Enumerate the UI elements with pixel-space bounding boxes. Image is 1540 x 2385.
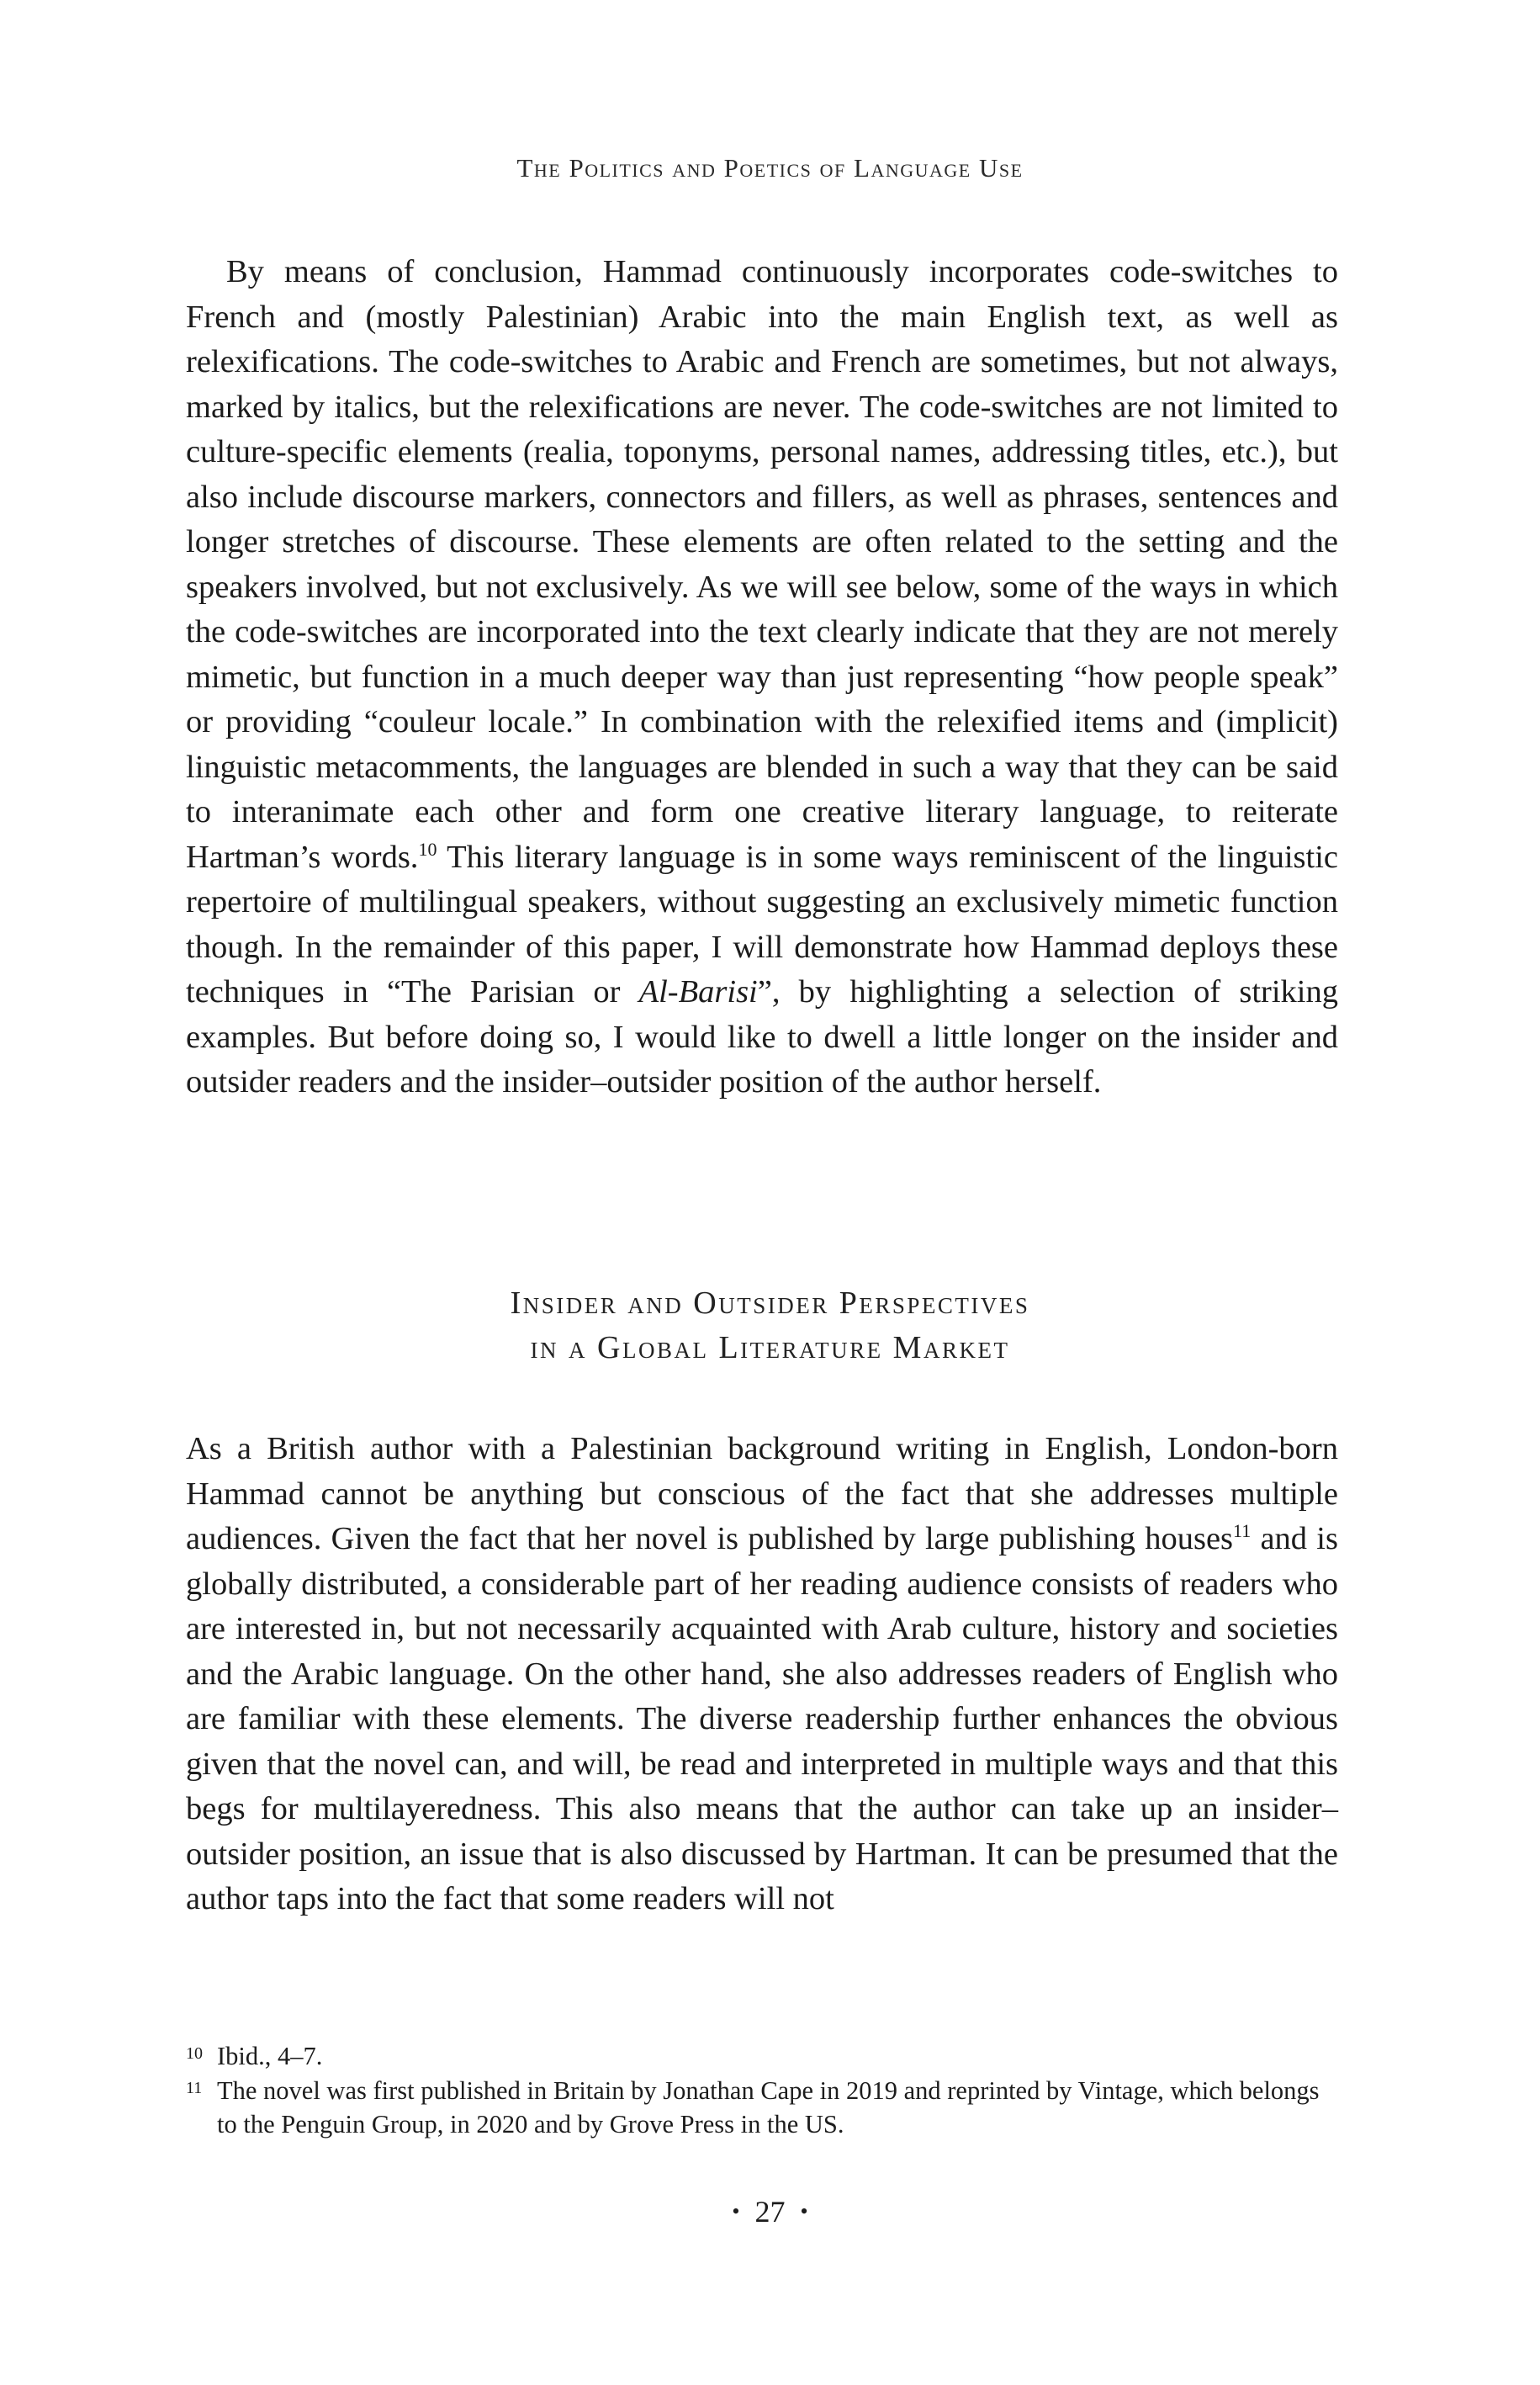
paragraph-text: This literary language is in some ways reminiscent of the linguistic repertoire of multilingual speakers, without suggesting an exclusively mimetic function though. In the remainder of this paper, I will demonstrate how Hammad deploys these techniques in “The Parisian or <box>186 839 1338 1010</box>
paragraph-text: As a British author with a Palestinian background writing in English, London-born Hammad cannot be anything but conscious of the fact that she addresses multiple audiences. Given the fact that her novel is published by large publishing houses <box>186 1431 1338 1556</box>
paragraph-text: and is globally distributed, a considerable part of her reading audience consists of readers who are interested in, but not necessarily acquainted with Arab culture, history and societies and the Arabic language. On the other hand, she also addresses readers of English who are familiar with these elements. The diverse readership further enhances the obvious given that the novel can, and will, be read and interpreted in multiple ways and that this begs for multilayeredness. This also means that the author can take up an insider–outsider position, an issue that is also discussed by Hartman. It can be presumed that the author taps into the fact that some readers will not <box>186 1521 1338 1916</box>
footnote-number: 10 <box>186 2044 203 2063</box>
running-head: The Politics and Poetics of Language Use <box>516 153 1024 183</box>
section-heading-line-1: Insider and Outsider Perspectives <box>510 1285 1030 1321</box>
page-number <box>0 2194 1540 2229</box>
footnote-10 <box>186 2039 1338 2073</box>
italic-title: Al-Barisi <box>638 974 758 1010</box>
section-heading-line-2: in a Global Literature Market <box>530 1330 1010 1365</box>
bullet-right: • <box>800 2199 808 2223</box>
footnote-11 <box>186 2074 1338 2141</box>
page-number-value: 27 <box>754 2195 786 2229</box>
paragraph-text: By means of conclusion, Hammad continuously incorporates code-switches to French and (mostly Palestinian) Arabic into the main English text, as well as relexifications. The code-switches to Arabic and French are sometimes, but not always, marked by italics, but the relexifications are never. The code-switches are not limited to culture-specific elements (realia, toponyms, personal names, addressing titles, etc.), but also include discourse markers, connectors and fillers, as well as phrases, sentences and longer stretches of discourse. These elements are often related to the setting and the speakers involved, but not exclusively. As we will see below, some of the ways in which the code-switches are incorporated into the text clearly indicate that they are not merely mimetic, but function in a much deeper way than just representing “how people speak” or providing “couleur locale.” In combination with the relexified items and (implicit) linguistic metacomments, the languages are blended in such a way that they can be said to interanimate each other and form one creative literary language, to reiterate Hartman’s words. <box>186 254 1338 875</box>
bullet-left: • <box>732 2199 740 2223</box>
footnote-number: 11 <box>186 2079 203 2097</box>
paragraph-text: ”, by highlighting a selection of striking examples. But before doing so, I would like to dwell a little longer on the insider and outsider readers and the insider–outsider position of the author herself. <box>186 974 1338 1100</box>
section-heading <box>0 1281 1540 1370</box>
paragraph-insider-outsider <box>186 1427 1338 1922</box>
footnote-reference-11[interactable]: 11 <box>1233 1520 1252 1541</box>
footnote-text: Ibid., 4–7. <box>217 2042 323 2070</box>
section-1-body <box>186 250 1338 1105</box>
paragraph-conclusion <box>186 250 1338 1105</box>
section-2-body <box>186 1427 1338 1922</box>
footnotes <box>186 2039 1338 2142</box>
footnote-reference-10[interactable]: 10 <box>418 838 437 860</box>
footnote-text: The novel was first published in Britain by Jonathan Cape in 2019 and reprinted by Vintage, which belongs to the Penguin Group, in 2020 and by Grove Press in the US. <box>217 2076 1320 2139</box>
